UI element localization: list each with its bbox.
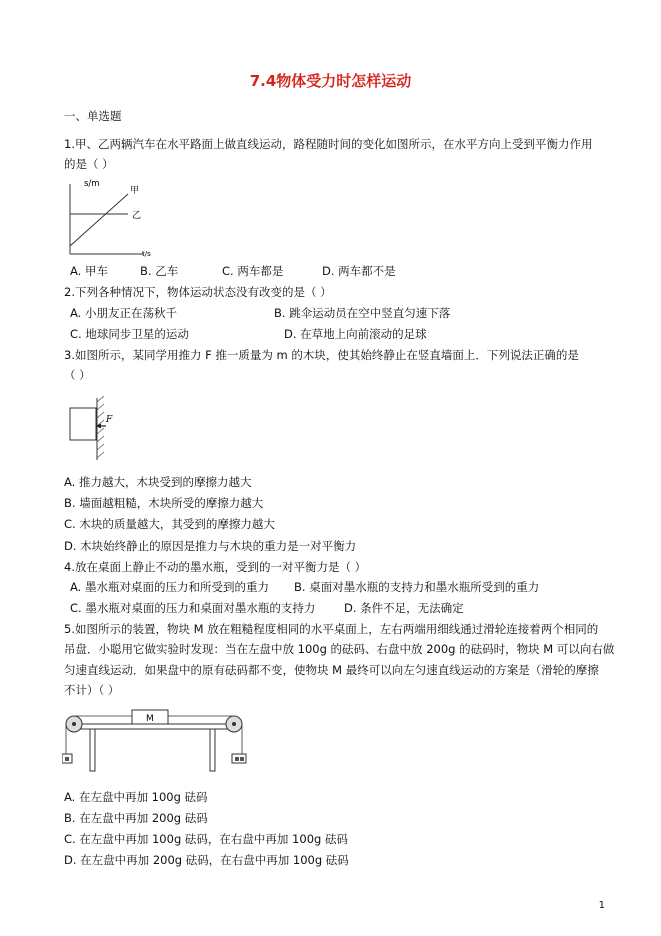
q4-option-b[interactable]: B. 桌面对墨水瓶的支持力和墨水瓶所受到的重力 [294,580,540,594]
q3-force-label: F [106,415,113,425]
q5-weight-right-1 [235,757,239,761]
q1-option-a[interactable]: A. 甲车 [70,264,108,278]
page-title: 7.4物体受力时怎样运动 [249,72,412,90]
q5-option-c[interactable]: C. 在左盘中再加 100g 砝码，在右盘中再加 100g 砝码 [64,832,348,846]
q5-table-leg-right [210,729,215,771]
q5-pulley-table-diagram [62,704,248,774]
q5-option-d[interactable]: D. 在左盘中再加 200g 砝码，在右盘中再加 100g 砝码 [64,853,349,867]
q1-label-jia: 甲 [130,186,140,196]
q5-weight-left [65,757,69,761]
q4-stem: 4.放在桌面上静止不动的墨水瓶，受到的一对平衡力是（ ） [64,560,367,574]
q1-distance-time-graph [62,176,162,260]
q2-option-b[interactable]: B. 跳伞运动员在空中竖直匀速下落 [274,306,451,320]
q3-option-c[interactable]: C. 木块的质量越大，其受到的摩擦力越大 [64,517,275,531]
q3-option-a[interactable]: A. 推力越大，木块受到的摩擦力越大 [64,475,252,489]
q2-option-d[interactable]: D. 在草地上向前滚动的足球 [284,327,427,341]
q1-option-d[interactable]: D. 两车都不是 [322,264,396,278]
q1-option-c[interactable]: C. 两车都是 [222,264,284,278]
q1-stem-line1: 1.甲、乙两辆汽车在水平路面上做直线运动，路程随时间的变化如图所示，在水平方向上受到平衡力作用 [64,137,593,151]
q5-stem-line3: 匀速直线运动．如果盘中的原有砝码都不变，使物块 M 最终可以向左匀速直线运动的方案是（滑轮的摩擦 [64,663,599,677]
page-number: 1 [598,900,605,911]
q3-wood-block [70,408,96,440]
q1-option-b[interactable]: B. 乙车 [140,264,179,278]
q3-option-d[interactable]: D. 木块始终静止的原因是推力与木块的重力是一对平衡力 [64,539,357,553]
q5-block-label: M [146,714,154,724]
q3-option-b[interactable]: B. 墙面越粗糙，木块所受的摩擦力越大 [64,496,264,510]
q5-table-leg-left [90,729,95,771]
section-heading: 一、单选题 [64,109,122,123]
q5-weight-right-2 [240,757,244,761]
q5-stem-line1: 5.如图所示的装置，物块 M 放在粗糙程度相同的水平桌面上，左右两端用细线通过滑轮连接着两个相同的 [64,622,599,636]
q3-stem-line2: （ ） [64,368,91,382]
q4-option-a[interactable]: A. 墨水瓶对桌面的压力和所受到的重力 [70,580,269,594]
q4-option-d[interactable]: D. 条件不足，无法确定 [344,601,464,615]
q5-stem-line2: 吊盘．小聪用它做实验时发现：当在左盘中放 100g 的砝码、右盘中放 200g 的砝码时，物块 M 可以向右做 [64,642,615,656]
q1-y-label: s/m [84,179,100,189]
q5-option-b[interactable]: B. 在左盘中再加 200g 砝码 [64,811,208,825]
q4-option-c[interactable]: C. 墨水瓶对桌面的压力和桌面对墨水瓶的支持力 [70,601,316,615]
q2-option-a[interactable]: A. 小朋友正在荡秋千 [70,306,177,320]
q2-option-c[interactable]: C. 地球同步卫星的运动 [70,327,189,341]
q5-stem-line4: 不计）（ ） [64,683,120,697]
q5-table-top [76,724,230,729]
q1-stem-line2: 的是（ ） [64,157,114,171]
q3-wall-block-diagram [66,396,128,462]
q2-stem: 2.下列各种情况下，物体运动状态没有改变的是（ ） [64,285,332,299]
q1-label-yi: 乙 [132,211,142,221]
q1-x-label: t/s [142,250,151,258]
q3-stem-line1: 3.如图所示，某同学用推力 F 推一质量为 m 的木块，使其始终静止在竖直墙面上．下列说法正确的是 [64,348,579,362]
q1-line-jia [70,194,128,246]
q5-option-a[interactable]: A. 在左盘中再加 100g 砝码 [64,790,208,804]
